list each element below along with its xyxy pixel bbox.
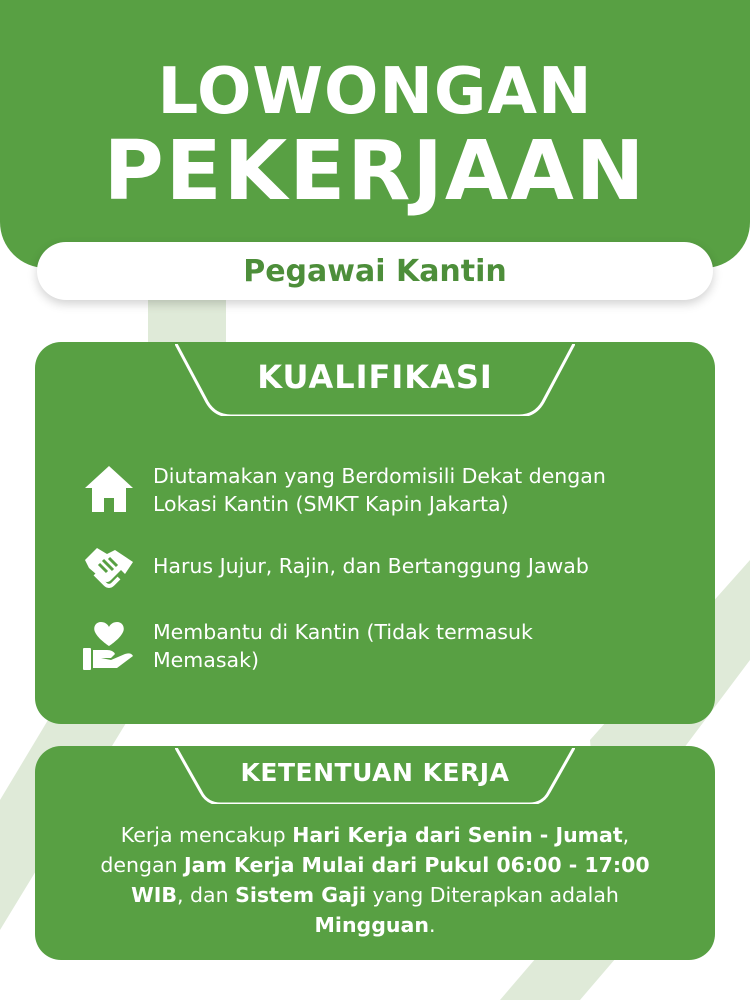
subtitle-pill xyxy=(37,242,713,300)
list-item-text: Membantu di Kantin (Tidak termasuk Memasak) xyxy=(153,620,533,672)
header-banner xyxy=(0,0,750,268)
page-title-line1: LOWONGAN xyxy=(157,55,593,129)
list-item-text: Harus Jujur, Rajin, dan Bertanggung Jawab xyxy=(153,554,589,578)
ketentuan-description: Kerja mencakup Hari Kerja dari Senin - Jumat, dengan Jam Kerja Mulai dari Pukul 06:00 - 17:00 WIB, dan Sistem Gaji yang Diterapkan adalah Mingguan. xyxy=(100,823,650,937)
house-icon xyxy=(81,460,137,516)
page-title-line2: PEKERJAAN xyxy=(103,124,647,219)
ketentuan-kerja-card xyxy=(35,746,715,960)
hand-heart-icon xyxy=(81,618,137,674)
list-item-text: Diutamakan yang Berdomisili Dekat dengan Lokasi Kantin (SMKT Kapin Jakarta) xyxy=(153,464,606,516)
handshake-icon xyxy=(81,538,137,594)
kualifikasi-title: KUALIFIKASI xyxy=(257,358,493,396)
ketentuan-title: KETENTUAN KERJA xyxy=(240,758,510,787)
job-position-label: Pegawai Kantin xyxy=(243,253,507,289)
ketentuan-tab xyxy=(175,746,575,804)
kualifikasi-tab xyxy=(175,342,575,416)
kualifikasi-card xyxy=(35,342,715,724)
